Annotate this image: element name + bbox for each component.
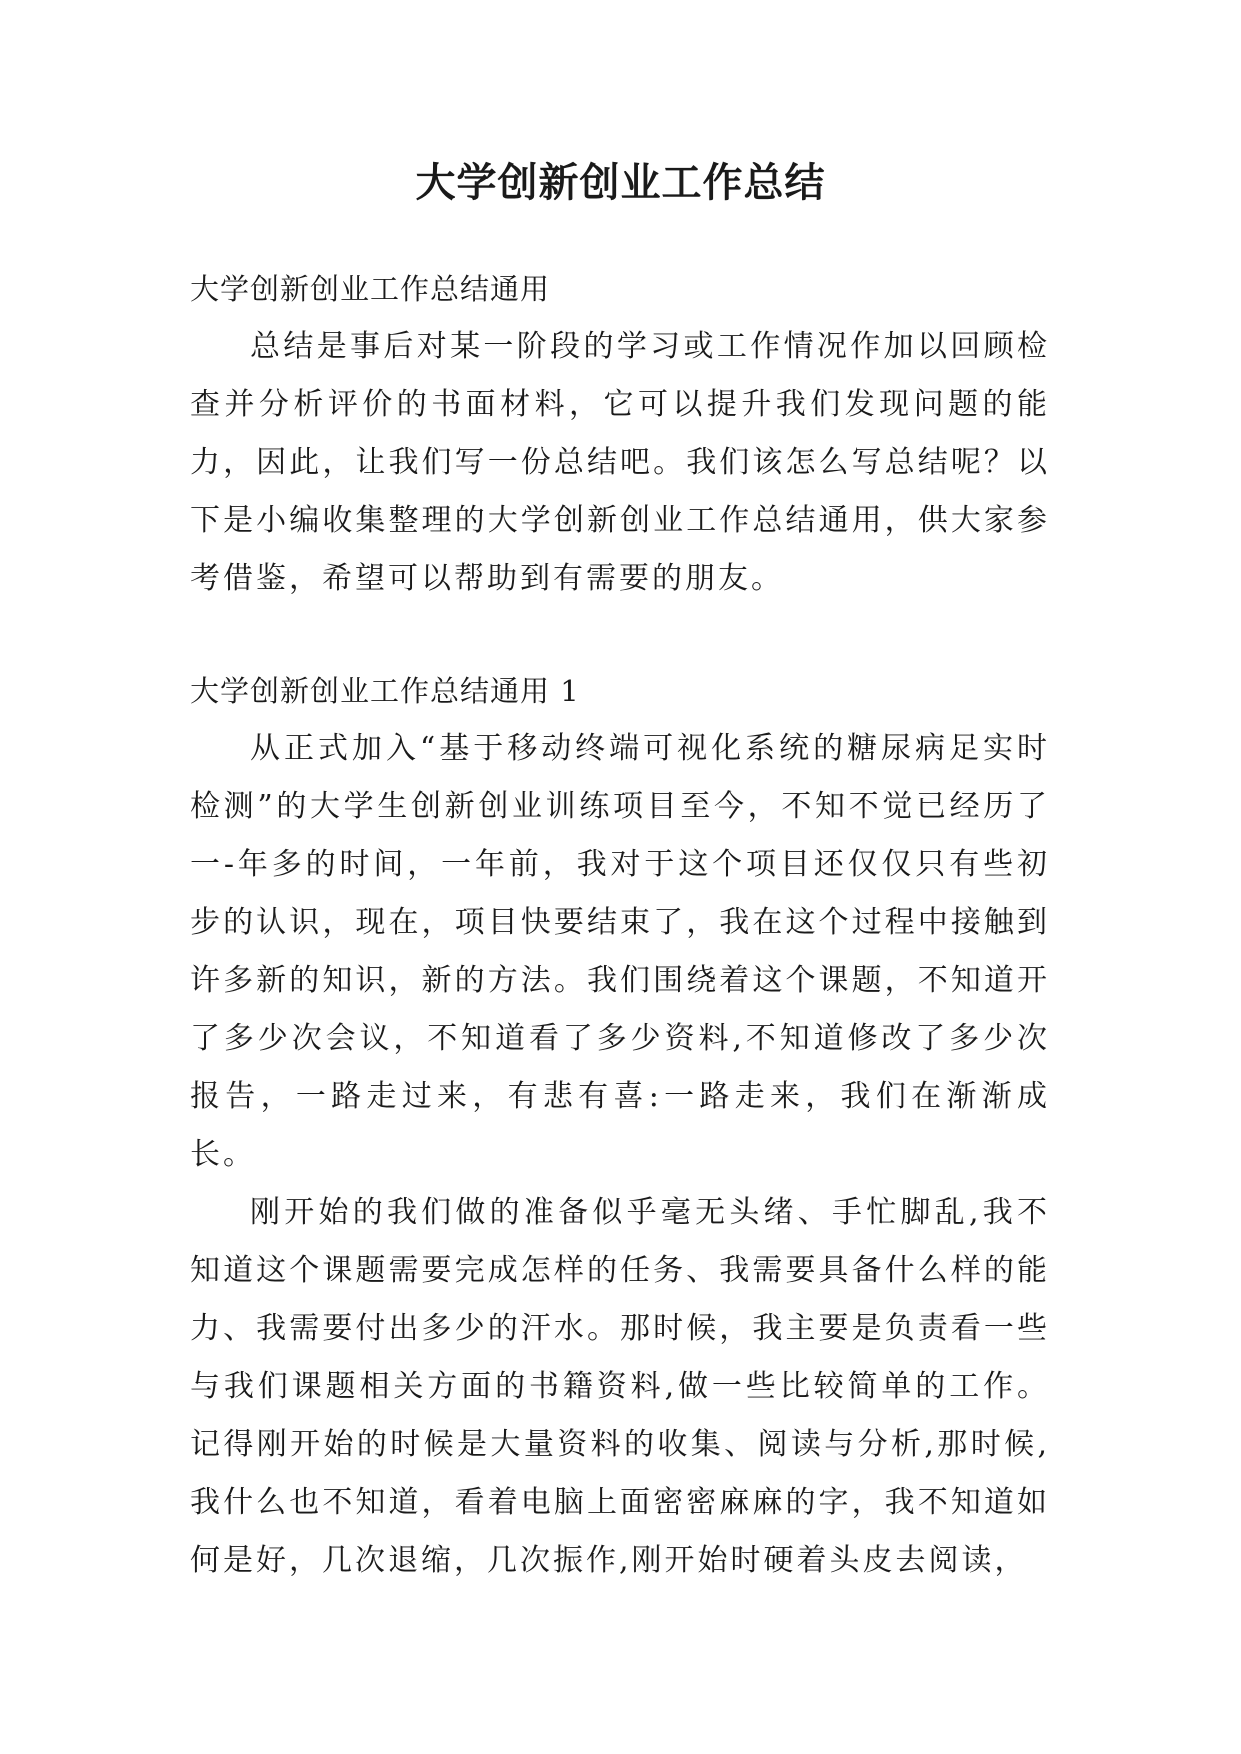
intro-paragraph: 总结是事后对某一阶段的学习或工作情况作加以回顾检查并分析评价的书面材料，它可以提升我们发现问题的能力，因此，让我们写一份总结吧。我们该怎么写总结呢？以下是小编收集整理的大学创新创业工作总结通用，供大家参考借鉴，希望可以帮助到有需要的朋友。 [190,329,1050,596]
body-paragraph-1: 从正式加入“基于移动终端可视化系统的糖尿病足实时检测”的大学生创新创业训练项目至今，不知不觉已经历了一-年多的时间，一年前，我对于这个项目还仅仅只有些初步的认识，现在，项目快要结束了，我在这个过程中接触到许多新的知识，新的方法。我们围绕着这个课题，不知道开了多少次会议，不知道看了多少资料,不知道修改了多少次报告，一路走过来，有悲有喜:一路走来，我们在渐渐成长。 [190,731,1050,1172]
body-paragraph-2: 刚开始的我们做的准备似乎毫无头绪、手忙脚乱,我不知道这个课题需要完成怎样的任务、我需要具备什么样的能力、我需要付出多少的汗水。那时候，我主要是负责看一些与我们课题相关方面的书籍资料,做一些比较简单的工作。记得刚开始的时候是大量资料的收集、阅读与分析,那时候,我什么也不知道，看着电脑上面密密麻麻的字，我不知道如何是好，几次退缩，几次振作,刚开始时硬着头皮去阅读， [190,1195,1050,1578]
section-spacer [190,608,1050,662]
section-heading: 大学创新创业工作总结通用 1 [190,674,580,708]
document-body [190,260,1050,1590]
document-title: 大学创新创业工作总结 [415,159,826,206]
document-subtitle: 大学创新创业工作总结通用 [190,272,551,306]
